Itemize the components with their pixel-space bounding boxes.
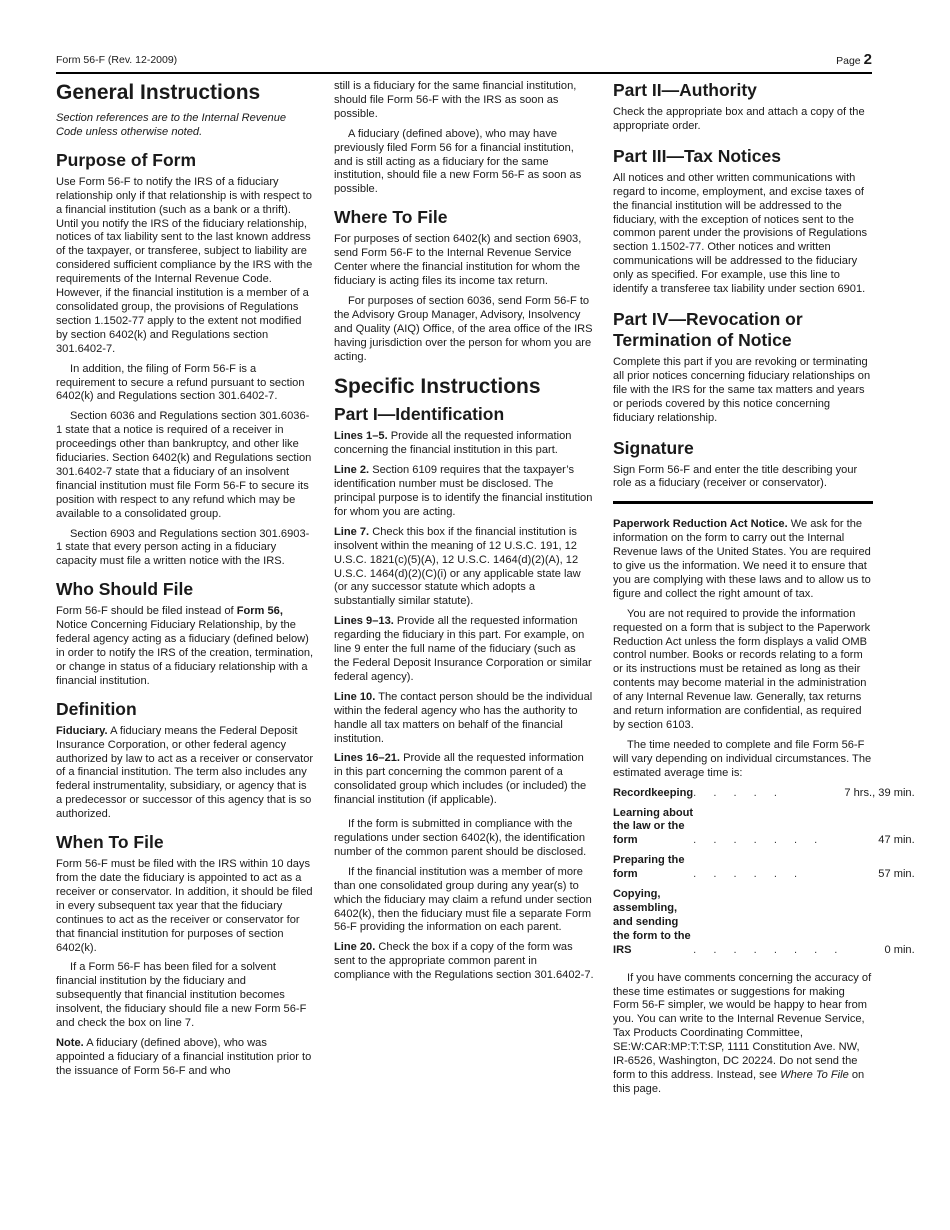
part-2-heading: Part II—Authority: [613, 80, 757, 100]
time-label: Recordkeeping: [613, 786, 694, 799]
text-run: Provide all the requested information in this part concerning the common parent of a consolidated group which includes (or included) the financial institution (if applicable).: [334, 752, 587, 807]
time-value: 47 min.: [878, 834, 915, 847]
text-run: The contact person should be the individual within the federal agency who has the authority to handle all tax matters on behalf of the financial institution.: [334, 690, 593, 745]
note-continued: A fiduciary (defined above), who may have previously filed Form 56 for a financial institution, and is still acting as a fiduciary for the same institution, should file a new Form 56-F as soon as possible.: [334, 127, 582, 196]
when-to-file-paragraph: If a Form 56-F has been filed for a solvent financial institution by the fiduciary and subsequently that financial institution becomes insolvent, the fiduciary should file a new Form 56-F and check the box on line 7.: [56, 961, 307, 1030]
page-number: 2: [863, 51, 872, 68]
time-label: Copying, assembling, and sending the form to the IRS: [613, 888, 691, 956]
time-value: 7 hrs., 39 min.: [844, 786, 915, 799]
comments-paragraph: [613, 972, 873, 1097]
intro-note: Section references are to the Internal Revenue Code unless otherwise noted.: [56, 112, 287, 138]
note-paragraph: [56, 1037, 314, 1079]
compliance-paragraph: If the form is submitted in compliance with the regulations under section 6402(k), the identification number of the common parent should be disclosed.: [334, 818, 587, 858]
text-run: Check the box if a copy of the form was sent to the appropriate common parent in compliance with the Regulations section 301.6402-7.: [334, 941, 594, 982]
text-run: If you have comments concerning the accuracy of these time estimates or suggestions for making Form 56-F simpler, we would be happy to hear from you. You can write to the Internal Revenue Service, Tax Products Coordinating Committee, SE:W:CAR:MP:T:T:SP, 1111 Constitution Ave. NW, IR-6526, Washington, DC 20224. Do not send the form to this address. Instead, see: [613, 971, 872, 1081]
line-label: Lines 9–13.: [334, 615, 394, 628]
signature-heading: Signature: [613, 437, 694, 458]
line-instruction: [334, 464, 594, 520]
line-instruction: [334, 526, 594, 609]
note-label: Note.: [56, 1036, 84, 1049]
where-to-file-paragraph: For purposes of section 6036, send Form 56-F to the Advisory Group Manager, Advisory, Insolvency and Quality (AIQ) Office, of the area office of the IRS having jurisdiction over the person for whom you are acting.: [334, 294, 593, 363]
time-row: [613, 854, 915, 888]
column-2: [334, 80, 594, 989]
leader-dots: . . . . . . . .: [693, 943, 845, 956]
paperwork-notice: [613, 518, 873, 601]
where-to-file-heading: Where To File: [334, 207, 448, 228]
line-instruction: [334, 752, 594, 808]
form-id: Form 56-F (Rev. 12-2009): [56, 54, 178, 66]
part-2-paragraph: Check the appropriate box and attach a copy of the appropriate order.: [613, 106, 865, 132]
time-row: [613, 888, 915, 964]
who-should-file-paragraph: [56, 605, 314, 688]
time-estimate-table: [613, 787, 915, 964]
when-to-file-heading: When To File: [56, 832, 164, 853]
text-run: A fiduciary means the Federal Deposit Insurance Corporation, or other federal agency authorized by law to act as a receiver or conservator of a financial institution. The term also includes any federal instrumentality, subsidiary, or agency that is a predecessor or successor of this agency that is so authorized.: [56, 724, 314, 821]
text-run: Notice Concerning Fiduciary Relationship, by the federal agency acting as a fiduciary (defined below) in order to notify the IRS of the creation, termination, or change in status of a fiduciary relationship with a financial institution.: [56, 619, 314, 687]
leader-dots: . . . . .: [693, 786, 784, 799]
time-value: 57 min.: [878, 868, 915, 881]
text-run: Form 56-F should be filed instead of: [56, 605, 237, 618]
line-instruction: [334, 430, 594, 458]
text-run: We ask for the information on the form to carry out the Internal Revenue laws of the United States. You are required to give us the information. We need it to ensure that you are complying with these laws and to allow us to figure and collect the right amount of tax.: [613, 518, 871, 600]
time-value: 0 min.: [884, 943, 915, 956]
section-divider: [613, 501, 873, 504]
purpose-heading: Purpose of Form: [56, 149, 197, 170]
paperwork-paragraph: You are not required to provide the information requested on a form that is subject to the Paperwork Reduction Act unless the form displays a valid OMB control number. Books or records relating to a form or its instructions must be retained as long as their contents may become material in the administration of any Internal Revenue law. Generally, tax returns and return information are confidential, as required by section 6103.: [613, 607, 871, 731]
purpose-paragraph: In addition, the filing of Form 56-F is a requirement to secure a refund pursuant to section 6402(k) and Regulations section 301.6402-7.: [56, 362, 305, 403]
general-instructions-title: General Instructions: [56, 81, 261, 104]
text-run: Section 6109 requires that the taxpayer’s identification number must be disclosed. The principal purpose is to identify the financial institution for whom you are acting.: [334, 464, 593, 518]
note-continued: still is a fiduciary for the same financial institution, should file Form 56-F with the IRS as soon as possible.: [334, 80, 577, 120]
part-3-heading: Part III—Tax Notices: [613, 145, 781, 166]
part-4-heading: Part IV—Revocation or Termination of Notice: [613, 308, 803, 350]
definition-paragraph: [56, 725, 314, 822]
form-56-ref: Form 56,: [236, 605, 283, 618]
line-instruction: [334, 615, 594, 685]
line-label: Line 2.: [334, 464, 370, 477]
line-label: Line 10.: [334, 690, 376, 703]
text-run: Check this box if the financial institution is insolvent within the meaning of 12 U.S.C. 191, 12 U.S.C. 1821(c)(5)(A), 12 U.S.C. 1464(d)(2)(A), 12 U.S.C. 1464(d)(2)(C)(i) or any applicable state law (or any successor statute which adopts a substantially similar statute).: [334, 525, 581, 608]
purpose-paragraph: Section 6036 and Regulations section 301.6036-1 state that a notice is required of a receiver in proceedings other than bankruptcy, and other like fiduciaries. Section 6402(k) and Regulations section 301.6402-7 state that a fiduciary of an insolvent financial institution must file Form 56-F to secure its position with respect to any refund which may be available to a consolidated group.: [56, 410, 312, 520]
line-label: Lines 1–5.: [334, 430, 388, 443]
part-4-paragraph: Complete this part if you are revoking or terminating all prior notices concerning fiduciary relationships on file with the IRS for the same tax matters and years or periods covered by this notice concerning fiduciary relationship.: [613, 355, 871, 424]
time-label: Preparing the form: [613, 854, 685, 881]
text-run: Provide all the requested information concerning the financial institution in this part.: [334, 430, 572, 457]
time-row: [613, 787, 915, 807]
line-label: Line 7.: [334, 525, 370, 538]
purpose-paragraph: Use Form 56-F to notify the IRS of a fiduciary relationship only if that relationship is with respect to a financial institution (such as a bank or a thrift). Until you notify the IRS of the fiduciary relationship, notices of tax liability sent to the last known address of the taxpayer, or transferee, subject to liability are considered sufficient compliance by the IRS with the requirements of the Internal Revenue Code. However, if the financial institution is a member of a consolidated group, the provisions of Regulations section 1.1502-77 apply to the extent not modified by section 6402(k) and Regulations section 301.6402-7.: [56, 175, 313, 355]
line-label: Lines 16–21.: [334, 752, 400, 765]
part-1-heading: Part I—Identification: [334, 404, 505, 425]
page-header: [56, 50, 872, 74]
column-3: [613, 80, 915, 1103]
definition-heading: Definition: [56, 698, 137, 719]
leader-dots: . . . . . .: [693, 868, 805, 881]
signature-paragraph: Sign Form 56-F and enter the title describing your role as a fiduciary (receiver or conservator).: [613, 463, 858, 490]
when-to-file-paragraph: Form 56-F must be filed with the IRS within 10 days from the date the fiduciary is appointed to act as a receiver or conservator. In addition, it should be filed in every subsequent tax year that the fiduciary continues to act as the receiver or conservator for that financial institution for purposes of section 6402(k).: [56, 858, 313, 954]
purpose-paragraph: Section 6903 and Regulations section 301.6903-1 state that every person acting in a fiduciary capacity must file a written notice with the IRS.: [56, 527, 310, 568]
paperwork-notice-label: Paperwork Reduction Act Notice.: [613, 518, 788, 531]
part-3-paragraph: All notices and other written communications with regard to income, employment, and excise taxes of the financial institution will be addressed to the fiduciary, with the exception of notices sent to the common parent under the provisions of Regulations section 1.1502-77. Other notices and written communications will be addressed to the fiduciary only as specified. For example, use this line to identify a transferee tax liability under section 6901.: [613, 171, 868, 296]
fiduciary-term: Fiduciary.: [56, 724, 108, 737]
text-run: A fiduciary (defined above), who was appointed a fiduciary of a financial institution prior to the issuance of Form 56-F and who: [56, 1036, 312, 1077]
page-label: Page: [836, 55, 861, 67]
where-to-file-paragraph: For purposes of section 6402(k) and section 6903, send Form 56-F to the Internal Revenue Service Center where the financial institution for whom the fiduciary is acting files its income tax return.: [334, 233, 582, 287]
line-label: Line 20.: [334, 941, 376, 954]
column-1: [56, 80, 314, 1085]
where-to-file-ref: Where To File: [780, 1068, 849, 1081]
specific-instructions-title: Specific Instructions: [334, 375, 541, 399]
member-paragraph: If the financial institution was a member of more than one consolidated group during any year(s) to which the fiduciary may claim a refund under section 6402(k), then the fiduciary must file a separate Form 56-F providing the information on each parent.: [334, 865, 592, 934]
text-run: on this page.: [613, 1068, 865, 1095]
text-run: Provide all the requested information regarding the fiduciary in this part. For example, on line 9 enter the full name of the fiduciary (such as the Federal Deposit Insurance Corporation or similar federal agency).: [334, 615, 592, 683]
who-should-file-heading: Who Should File: [56, 579, 194, 600]
page-indicator: [836, 51, 872, 68]
time-label: Learning about the law or the form: [613, 806, 694, 847]
leader-dots: . . . . . . .: [693, 834, 825, 847]
line-instruction: [334, 941, 594, 983]
line-instruction: [334, 691, 594, 747]
time-row: [613, 807, 915, 855]
paperwork-paragraph: The time needed to complete and file Form 56-F will vary depending on individual circumstances. The estimated average time is:: [613, 738, 872, 779]
